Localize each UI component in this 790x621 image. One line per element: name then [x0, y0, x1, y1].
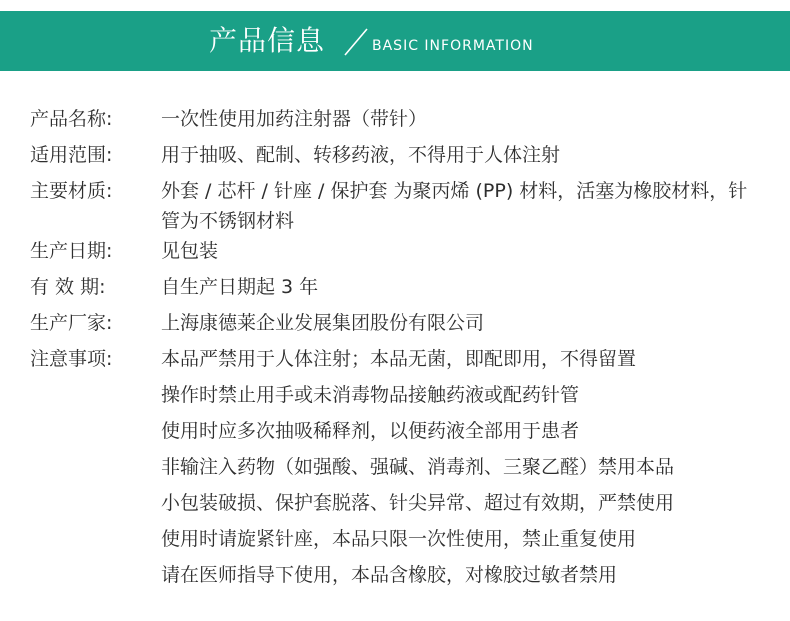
section-title: 产品信息: [209, 24, 326, 57]
field-label: 主要材质:: [30, 180, 113, 202]
section-subtitle: BASIC INFORMATION: [372, 38, 534, 54]
field-label: 有 效 期:: [30, 276, 106, 298]
field-label: 生产日期:: [30, 240, 113, 262]
field-value: 外套 / 芯杆 / 针座 / 保护套 为聚丙烯 (PP) 材料，活塞为橡胶材料，针管为不锈钢材料: [161, 180, 748, 232]
field-value: 上海康德莱企业发展集团股份有限公司: [161, 312, 485, 334]
field-label: 产品名称:: [30, 108, 113, 130]
notice-line: 非输注入药物（如强酸、强碱、消毒剂、三聚乙醛）禁用本品: [161, 456, 675, 478]
field-value: 一次性使用加药注射器（带针）: [161, 108, 428, 130]
notice-line: 操作时禁止用手或未消毒物品接触药液或配药针管: [161, 384, 580, 406]
section-header-banner: [0, 11, 790, 71]
field-value: 用于抽吸、配制、转移药液，不得用于人体注射: [161, 144, 561, 166]
notice-line: 本品严禁用于人体注射；本品无菌，即配即用，不得留置: [161, 348, 637, 370]
field-label: 生产厂家:: [30, 312, 113, 334]
field-label: 注意事项:: [30, 348, 113, 370]
notice-line: 请在医师指导下使用，本品含橡胶，对橡胶过敏者禁用: [161, 564, 618, 586]
field-value: 自生产日期起 3 年: [161, 276, 319, 298]
slash-divider-icon: [341, 25, 371, 57]
notice-line: 使用时应多次抽吸稀释剂，以便药液全部用于患者: [161, 420, 580, 442]
notice-line: 使用时请旋紧针座，本品只限一次性使用，禁止重复使用: [161, 528, 637, 550]
field-label: 适用范围:: [30, 144, 113, 166]
field-value: 见包装: [161, 240, 219, 262]
notice-line: 小包装破损、保护套脱落、针尖异常、超过有效期，严禁使用: [161, 492, 675, 514]
